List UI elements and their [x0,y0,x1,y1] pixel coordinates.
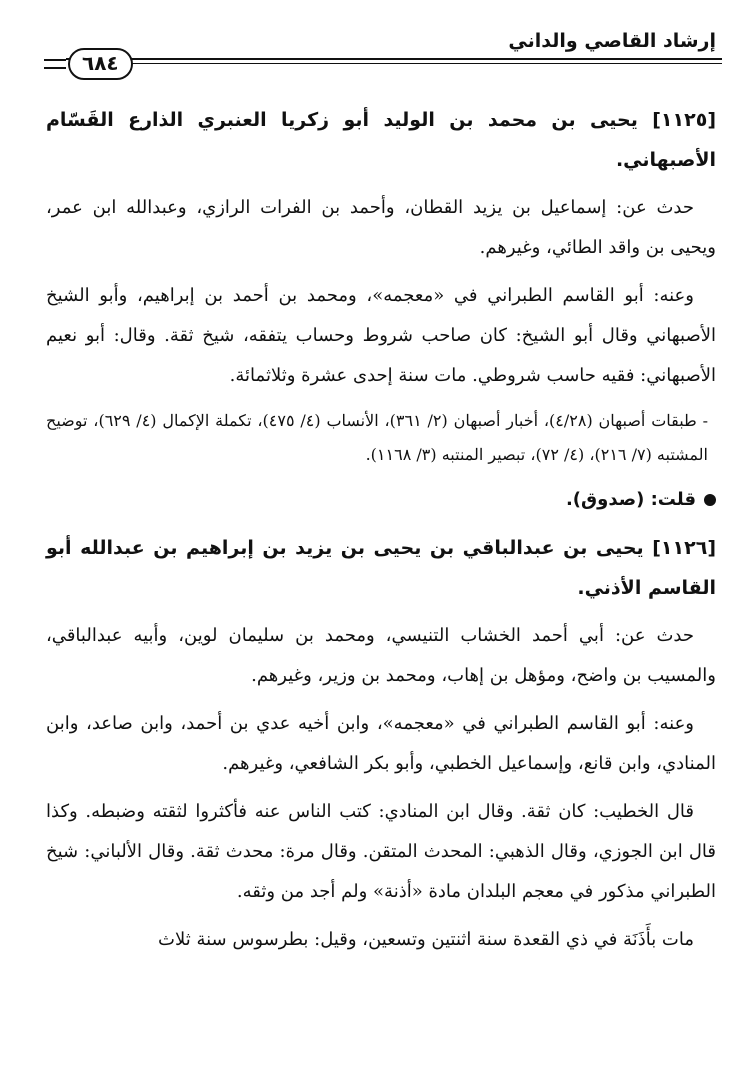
running-title: إرشاد القاصي والداني [508,30,716,52]
entry-heading: [١١٢٥] يحيى بن محمد بن الوليد أبو زكريا العنبري الذارع القَسّام الأصبهاني. [46,109,716,171]
header-rule [66,58,722,60]
entry-paragraph: وعنه: أبو القاسم الطبراني في «معجمه»، ومحمد بن أحمد بن إبراهيم، وأبو الشيخ الأصبهاني وقال أبو الشيخ: كان صاحب شروط وحساب يتفقه، شيخ ثقة. وقال: أبو نعيم الأصبهاني: فقيه حاسب شروطي. مات سنة إحدى عشرة وثلاثمائة. [46,285,716,386]
entry-paragraph: حدث عن: أبي أحمد الخشاب التنيسي، ومحمد بن سليمان لوين، وأبيه عبدالباقي، والمسيب بن واضح، ومؤهل بن إهاب، ومحمد بن وزير، وغيرهم. [46,625,716,686]
header-rule-thin [74,63,722,64]
entry-sources-note: - طبقات أصبهان (٤/٢٨)، أخبار أصبهان (٢/ ٣٦١)، الأنساب (٤/ ٤٧٥)، تكملة الإكمال (٤/ ٦٢٩)، توضيح المشتبه (٧/ ٢١٦)، (٤/ ٧٢)، تبصير المنتبه (٣/ ١١٦٨). [46,411,709,464]
page-number: ٦٨٤ [68,48,133,80]
entry-paragraph: وعنه: أبو القاسم الطبراني في «معجمه»، وابن أخيه عدي بن أحمد، وابن صاعد، وابن المنادي، وابن قانع، وإسماعيل الخطبي، وأبو بكر الشافعي، وغيرهم. [46,713,716,774]
entry-paragraph: مات بأَذَنَة في ذي القعدة سنة اثنتين وتسعين، وقيل: بطرسوس سنة ثلاث [158,929,694,950]
page-number-dash [44,59,66,69]
entry-heading: [١١٢٦] يحيى بن عبدالباقي بن يحيى بن يزيد بن إبراهيم بن عبدالله أبو القاسم الأذني. [46,537,716,599]
entry-verdict: قلت: (صدوق). [565,489,696,510]
page-body [46,100,716,968]
bullet-dot-icon [704,494,716,506]
entry-verdict-line [46,480,716,520]
entry-paragraph: حدث عن: إسماعيل بن يزيد القطان، وأحمد بن الفرات الرازي، وعبدالله ابن عمر، ويحيى بن واقد الطائي، وغيرهم. [46,197,716,258]
entry-paragraph: قال الخطيب: كان ثقة. وقال ابن المنادي: كتب الناس عنه فأكثروا لثقته وضبطه. وكذا قال ابن الجوزي، وقال الذهبي: المحدث المتقن. وقال مرة: محدث ثقة. وقال الألباني: شيخ الطبراني مذكور في معجم البلدان مادة «أذنة» ولم أجد من وثقه. [46,801,716,902]
page-number-badge [44,48,133,80]
